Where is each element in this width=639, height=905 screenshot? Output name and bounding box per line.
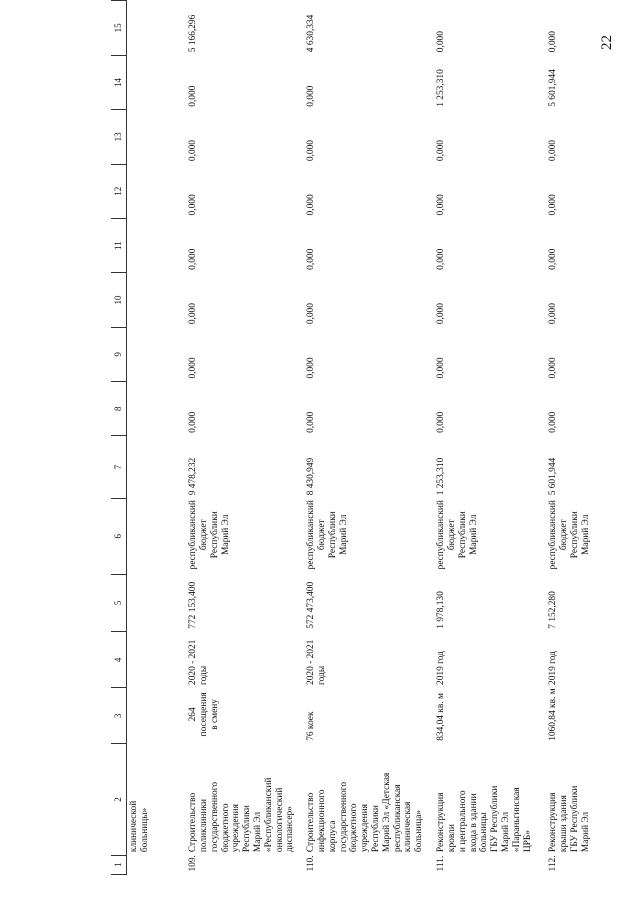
year-value: 4 630,334	[306, 14, 317, 53]
period: 2019 год	[436, 651, 447, 685]
year-value: 0,000	[306, 140, 317, 162]
year-value: 0,000	[188, 140, 199, 162]
year-value: 0,000	[548, 31, 559, 53]
year-value: 0,000	[548, 140, 559, 162]
header-row	[111, 1, 126, 875]
year-value: 0,000	[436, 140, 447, 162]
year-value: 0,000	[436, 248, 447, 270]
year-value: 0,000	[306, 194, 317, 216]
financing-table	[111, 0, 616, 875]
capacity: 834,04 кв. м	[436, 693, 447, 741]
col-header: 6	[111, 498, 126, 574]
year-value: 0,000	[188, 194, 199, 216]
col-header: 7	[111, 436, 126, 498]
col-header: 4	[111, 632, 126, 688]
year-value: 5 601,944	[548, 69, 559, 107]
period: 2020 - 2021 годы	[306, 639, 328, 685]
object-name: Строительство поликлиники государственного бюджетного учреждения Республики Марий Эл «Республиканский онкологический диспансер»	[188, 777, 296, 853]
table-row	[186, 1, 304, 875]
period: 2020 - 2021 годы	[188, 639, 210, 685]
total-value: 8 430,949	[306, 457, 317, 496]
year-value: 0,000	[306, 357, 317, 379]
year-value: 0,000	[436, 411, 447, 433]
col-header: 11	[111, 218, 126, 272]
year-value: 1 253,310	[436, 69, 447, 107]
col-header: 1	[111, 855, 126, 874]
table-row	[304, 1, 434, 875]
funding-source: республиканский бюджет Республики Марий Эл	[436, 500, 479, 570]
page-number: 22	[599, 35, 615, 50]
estimated-cost: 772 153,400	[188, 581, 199, 629]
year-value: 0,000	[548, 411, 559, 433]
col-header: 10	[111, 273, 126, 327]
estimated-cost: 7 152,280	[548, 591, 559, 629]
capacity: 1060,84 кв. м	[548, 688, 559, 741]
row-number: 110.	[306, 855, 317, 872]
row-number: 109.	[188, 855, 199, 872]
year-value: 0,000	[188, 411, 199, 433]
row-number: 112.	[548, 855, 559, 872]
funding-source: республиканский бюджет Республики Марий Эл	[188, 500, 231, 570]
year-value: 0,000	[188, 248, 199, 270]
capacity: 264 посещения в смену	[188, 692, 220, 737]
total-value: 9 478,232	[188, 457, 199, 496]
funding-source: республиканский бюджет Республики Марий Эл	[548, 500, 591, 570]
col-header: 15	[111, 1, 126, 56]
year-value: 0,000	[436, 357, 447, 379]
object-name: Реконструкция кровли и центрального входа в здании больницы ГБУ Республики Марий Эл «Параньгинская ЦРБ»	[436, 785, 533, 853]
total-value: 5 601,944	[548, 457, 559, 496]
object-name: Строительство инфекционного корпуса государственного бюджетного учреждения Республики Марий Эл «Детская республиканская клиническая больница»	[306, 772, 425, 853]
year-value: 0,000	[188, 357, 199, 379]
period: 2019 год	[548, 651, 559, 685]
object-name: Реконструкция крыши здания ГБУ Республики Марий Эл	[548, 785, 591, 853]
estimated-cost: 1 978,130	[436, 591, 447, 629]
year-value: 0,000	[188, 303, 199, 325]
funding-source: республиканский бюджет Республики Марий Эл	[306, 500, 349, 570]
year-value: 0,000	[306, 411, 317, 433]
year-value: 0,000	[306, 85, 317, 107]
col-header: 9	[111, 327, 126, 381]
year-value: 0,000	[548, 357, 559, 379]
estimated-cost: 572 473,400	[306, 581, 317, 629]
year-value: 0,000	[436, 194, 447, 216]
continuation-text: клинической больницы»	[128, 800, 150, 853]
capacity: 76 коек	[306, 711, 317, 741]
table-row	[546, 1, 616, 875]
year-value: 0,000	[436, 31, 447, 53]
year-value: 0,000	[436, 303, 447, 325]
year-value: 0,000	[548, 194, 559, 216]
total-value: 1 253,310	[436, 457, 447, 496]
col-header: 2	[111, 744, 126, 855]
year-value: 0,000	[548, 248, 559, 270]
table-row	[434, 1, 546, 875]
col-header: 5	[111, 574, 126, 632]
col-header: 13	[111, 110, 126, 164]
col-header: 8	[111, 382, 126, 436]
year-value: 0,000	[306, 248, 317, 270]
col-header: 3	[111, 688, 126, 744]
col-header: 12	[111, 164, 126, 218]
year-value: 0,000	[306, 303, 317, 325]
year-value: 5 166,296	[188, 14, 199, 53]
year-value: 0,000	[188, 85, 199, 107]
year-value: 0,000	[548, 303, 559, 325]
col-header: 14	[111, 55, 126, 110]
continuation-row	[126, 1, 186, 875]
row-number: 111.	[436, 855, 447, 872]
